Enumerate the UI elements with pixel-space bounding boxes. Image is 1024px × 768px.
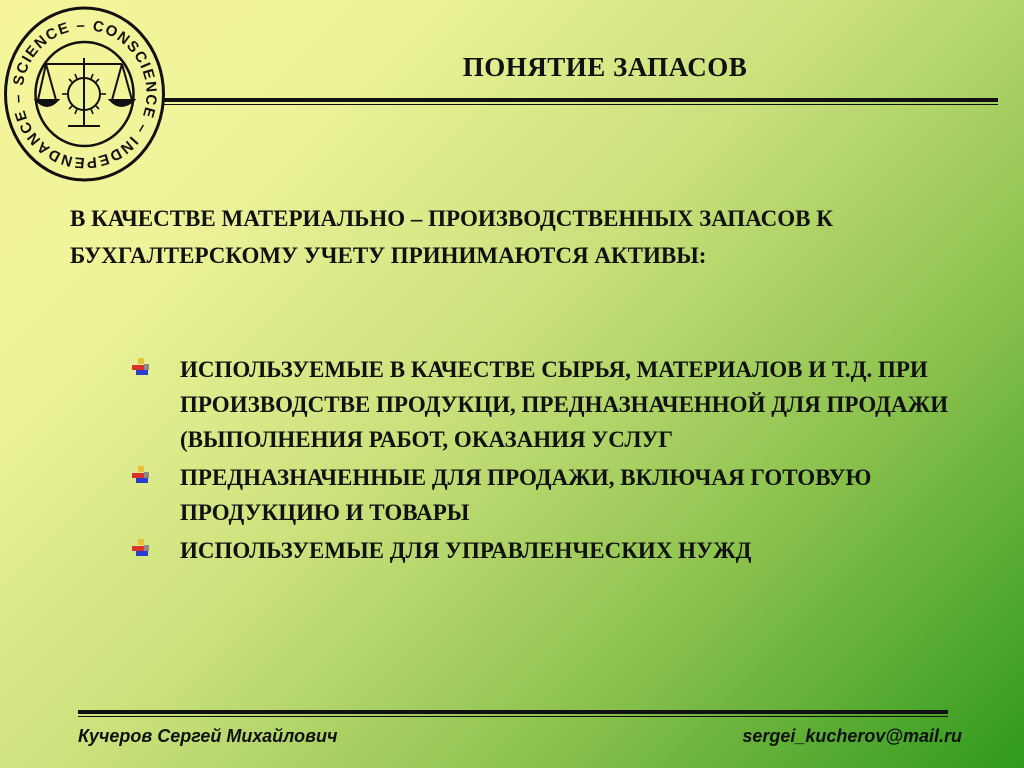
title-divider-thin (164, 104, 998, 105)
footer-divider (78, 710, 948, 714)
intro-text: В КАЧЕСТВЕ МАТЕРИАЛЬНО – ПРОИЗВОДСТВЕННЫХ ЗАПАСОВ К БУХГАЛТЕРСКОМУ УЧЕТУ ПРИНИМАЮТСЯ АКТИВЫ: (70, 206, 833, 268)
stacked-squares-bullet-icon (132, 539, 150, 557)
footer-author: Кучеров Сергей Михайлович (78, 726, 338, 746)
seal-ring-text: SCIENCE – CONSCIENCE – INDEPENDANCE – (9, 16, 160, 172)
scales-of-justice-seal-icon (2, 2, 167, 182)
list-item (132, 533, 992, 568)
slide-title: ПОНЯТИЕ ЗАПАСОВ (462, 52, 748, 82)
stacked-squares-bullet-icon (132, 358, 150, 376)
bullet-text: ПРЕДНАЗНАЧЕННЫЕ ДЛЯ ПРОДАЖИ, ВКЛЮЧАЯ ГОТОВУЮ ПРОДУКЦИЮ И ТОВАРЫ (180, 465, 872, 525)
bullet-text: ИСПОЛЬЗУЕМЫЕ ДЛЯ УПРАВЛЕНЧЕСКИХ НУЖД (180, 538, 752, 563)
list-item (132, 352, 992, 457)
bullet-list (132, 352, 992, 571)
footer-email: sergei_kucherov@mail.ru (742, 726, 962, 746)
title-divider (164, 98, 998, 102)
bullet-text: ИСПОЛЬЗУЕМЫЕ В КАЧЕСТВЕ СЫРЬЯ, МАТЕРИАЛОВ И Т.Д. ПРИ ПРОИЗВОДСТВЕ ПРОДУКЦИ, ПРЕДНАЗНАЧЕННОЙ ДЛЯ ПРОДАЖИ (ВЫПОЛНЕНИЯ РАБОТ, ОКАЗАНИЯ УСЛУГ (180, 357, 949, 452)
footer-divider-thin (78, 716, 948, 717)
list-item (132, 460, 992, 530)
stacked-squares-bullet-icon (132, 466, 150, 484)
